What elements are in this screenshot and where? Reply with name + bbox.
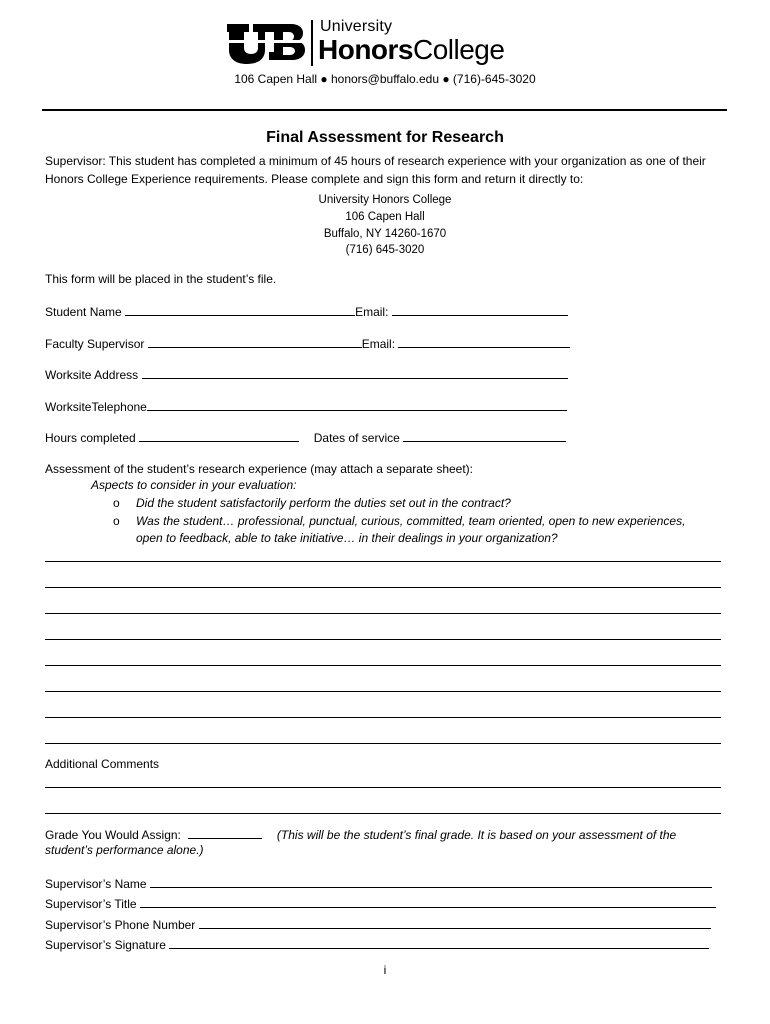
- additional-comments-label: Additional Comments: [45, 757, 160, 771]
- student-name-row: [45, 303, 568, 319]
- ub-honors-college-logo: [225, 18, 555, 70]
- assessment-line[interactable]: [45, 613, 721, 614]
- assessment-line[interactable]: [45, 743, 721, 744]
- page-number: i: [383, 963, 387, 977]
- intro-paragraph: Supervisor: This student has completed a minimum of 45 hours of research experience with your organization as one of their Honors College Experience requirements. Please complete and sign this form and return it directly to:: [45, 154, 706, 186]
- bullet-2: o: [113, 514, 120, 528]
- question-2-line-2: open to feedback, able to take initiative… in their dealings in your organization?: [136, 531, 558, 545]
- address-line-3: Buffalo, NY 14260-1670: [323, 228, 447, 240]
- worksite-telephone-field[interactable]: [147, 398, 567, 411]
- worksite-telephone-label: WorksiteTelephone: [45, 400, 147, 414]
- ub-logo-icon: [225, 20, 305, 66]
- supervisor-name-label: Supervisor’s Name: [45, 877, 147, 891]
- assessment-prompt: Assessment of the student’s research experience (may attach a separate sheet):: [45, 462, 474, 476]
- worksite-address-label: Worksite Address: [45, 368, 139, 382]
- logo-divider: [311, 20, 313, 66]
- assessment-line[interactable]: [45, 639, 721, 640]
- question-2-line-1: Was the student… professional, punctual, curious, committed, team oriented, open to new experiences,: [136, 514, 686, 528]
- hours-completed-label: Hours completed: [45, 431, 136, 445]
- address-line-2: 106 Capen Hall: [345, 211, 425, 223]
- bullet-1: o: [113, 496, 120, 510]
- supervisor-signature-field[interactable]: [169, 936, 709, 949]
- worksite-telephone-row: [45, 398, 567, 414]
- grade-label: Grade You Would Assign:: [45, 828, 181, 842]
- logo-honors-college-text: HonorsCollege: [318, 34, 505, 65]
- header-divider: [42, 109, 727, 111]
- assessment-line[interactable]: [45, 587, 721, 588]
- assessment-line[interactable]: [45, 691, 721, 692]
- grade-note-line-1: (This will be the student’s final grade. It is based on your assessment of the: [276, 828, 677, 842]
- grade-row: [45, 826, 676, 842]
- faculty-email-field[interactable]: [398, 335, 570, 348]
- assessment-line[interactable]: [45, 561, 721, 562]
- supervisor-signature-label: Supervisor’s Signature: [45, 938, 166, 952]
- faculty-supervisor-label: Faculty Supervisor: [45, 337, 145, 351]
- supervisor-phone-row: [45, 916, 711, 932]
- contact-line: 106 Capen Hall ● honors@buffalo.edu ● (716)-645-3020: [234, 72, 536, 86]
- aspects-heading: Aspects to consider in your evaluation:: [91, 478, 297, 492]
- grade-note-line-2: student’s performance alone.): [45, 843, 204, 857]
- address-line-1: University Honors College: [318, 194, 452, 206]
- address-line-4: (716) 645-3020: [345, 244, 425, 256]
- worksite-address-field[interactable]: [142, 366, 568, 379]
- supervisor-name-row: [45, 875, 712, 891]
- page-title: Final Assessment for Research: [266, 129, 504, 146]
- logo-university-text: University: [320, 18, 393, 35]
- worksite-address-row: [45, 366, 568, 382]
- student-email-field[interactable]: [392, 303, 568, 316]
- student-email-label: Email:: [355, 305, 389, 319]
- hours-row: [45, 429, 566, 445]
- question-1: Did the student satisfactorily perform the duties set out in the contract?: [136, 496, 511, 510]
- student-name-label: Student Name: [45, 305, 122, 319]
- supervisor-phone-label: Supervisor’s Phone Number: [45, 918, 196, 932]
- hours-completed-field[interactable]: [139, 429, 299, 442]
- supervisor-title-field[interactable]: [140, 895, 716, 908]
- file-note: This form will be placed in the student’s file.: [45, 272, 277, 286]
- grade-field[interactable]: [188, 826, 262, 839]
- supervisor-title-label: Supervisor’s Title: [45, 897, 137, 911]
- comments-line[interactable]: [45, 813, 721, 814]
- assessment-line[interactable]: [45, 717, 721, 718]
- assessment-line[interactable]: [45, 665, 721, 666]
- faculty-email-label: Email:: [361, 337, 396, 351]
- faculty-supervisor-row: [45, 335, 570, 351]
- supervisor-phone-field[interactable]: [199, 916, 711, 929]
- comments-line[interactable]: [45, 787, 721, 788]
- faculty-supervisor-field[interactable]: [148, 335, 362, 348]
- supervisor-name-field[interactable]: [150, 875, 712, 888]
- dates-of-service-label: Dates of service: [313, 431, 400, 445]
- dates-of-service-field[interactable]: [403, 429, 566, 442]
- supervisor-signature-row: [45, 936, 709, 952]
- supervisor-title-row: [45, 895, 716, 911]
- student-name-field[interactable]: [125, 303, 355, 316]
